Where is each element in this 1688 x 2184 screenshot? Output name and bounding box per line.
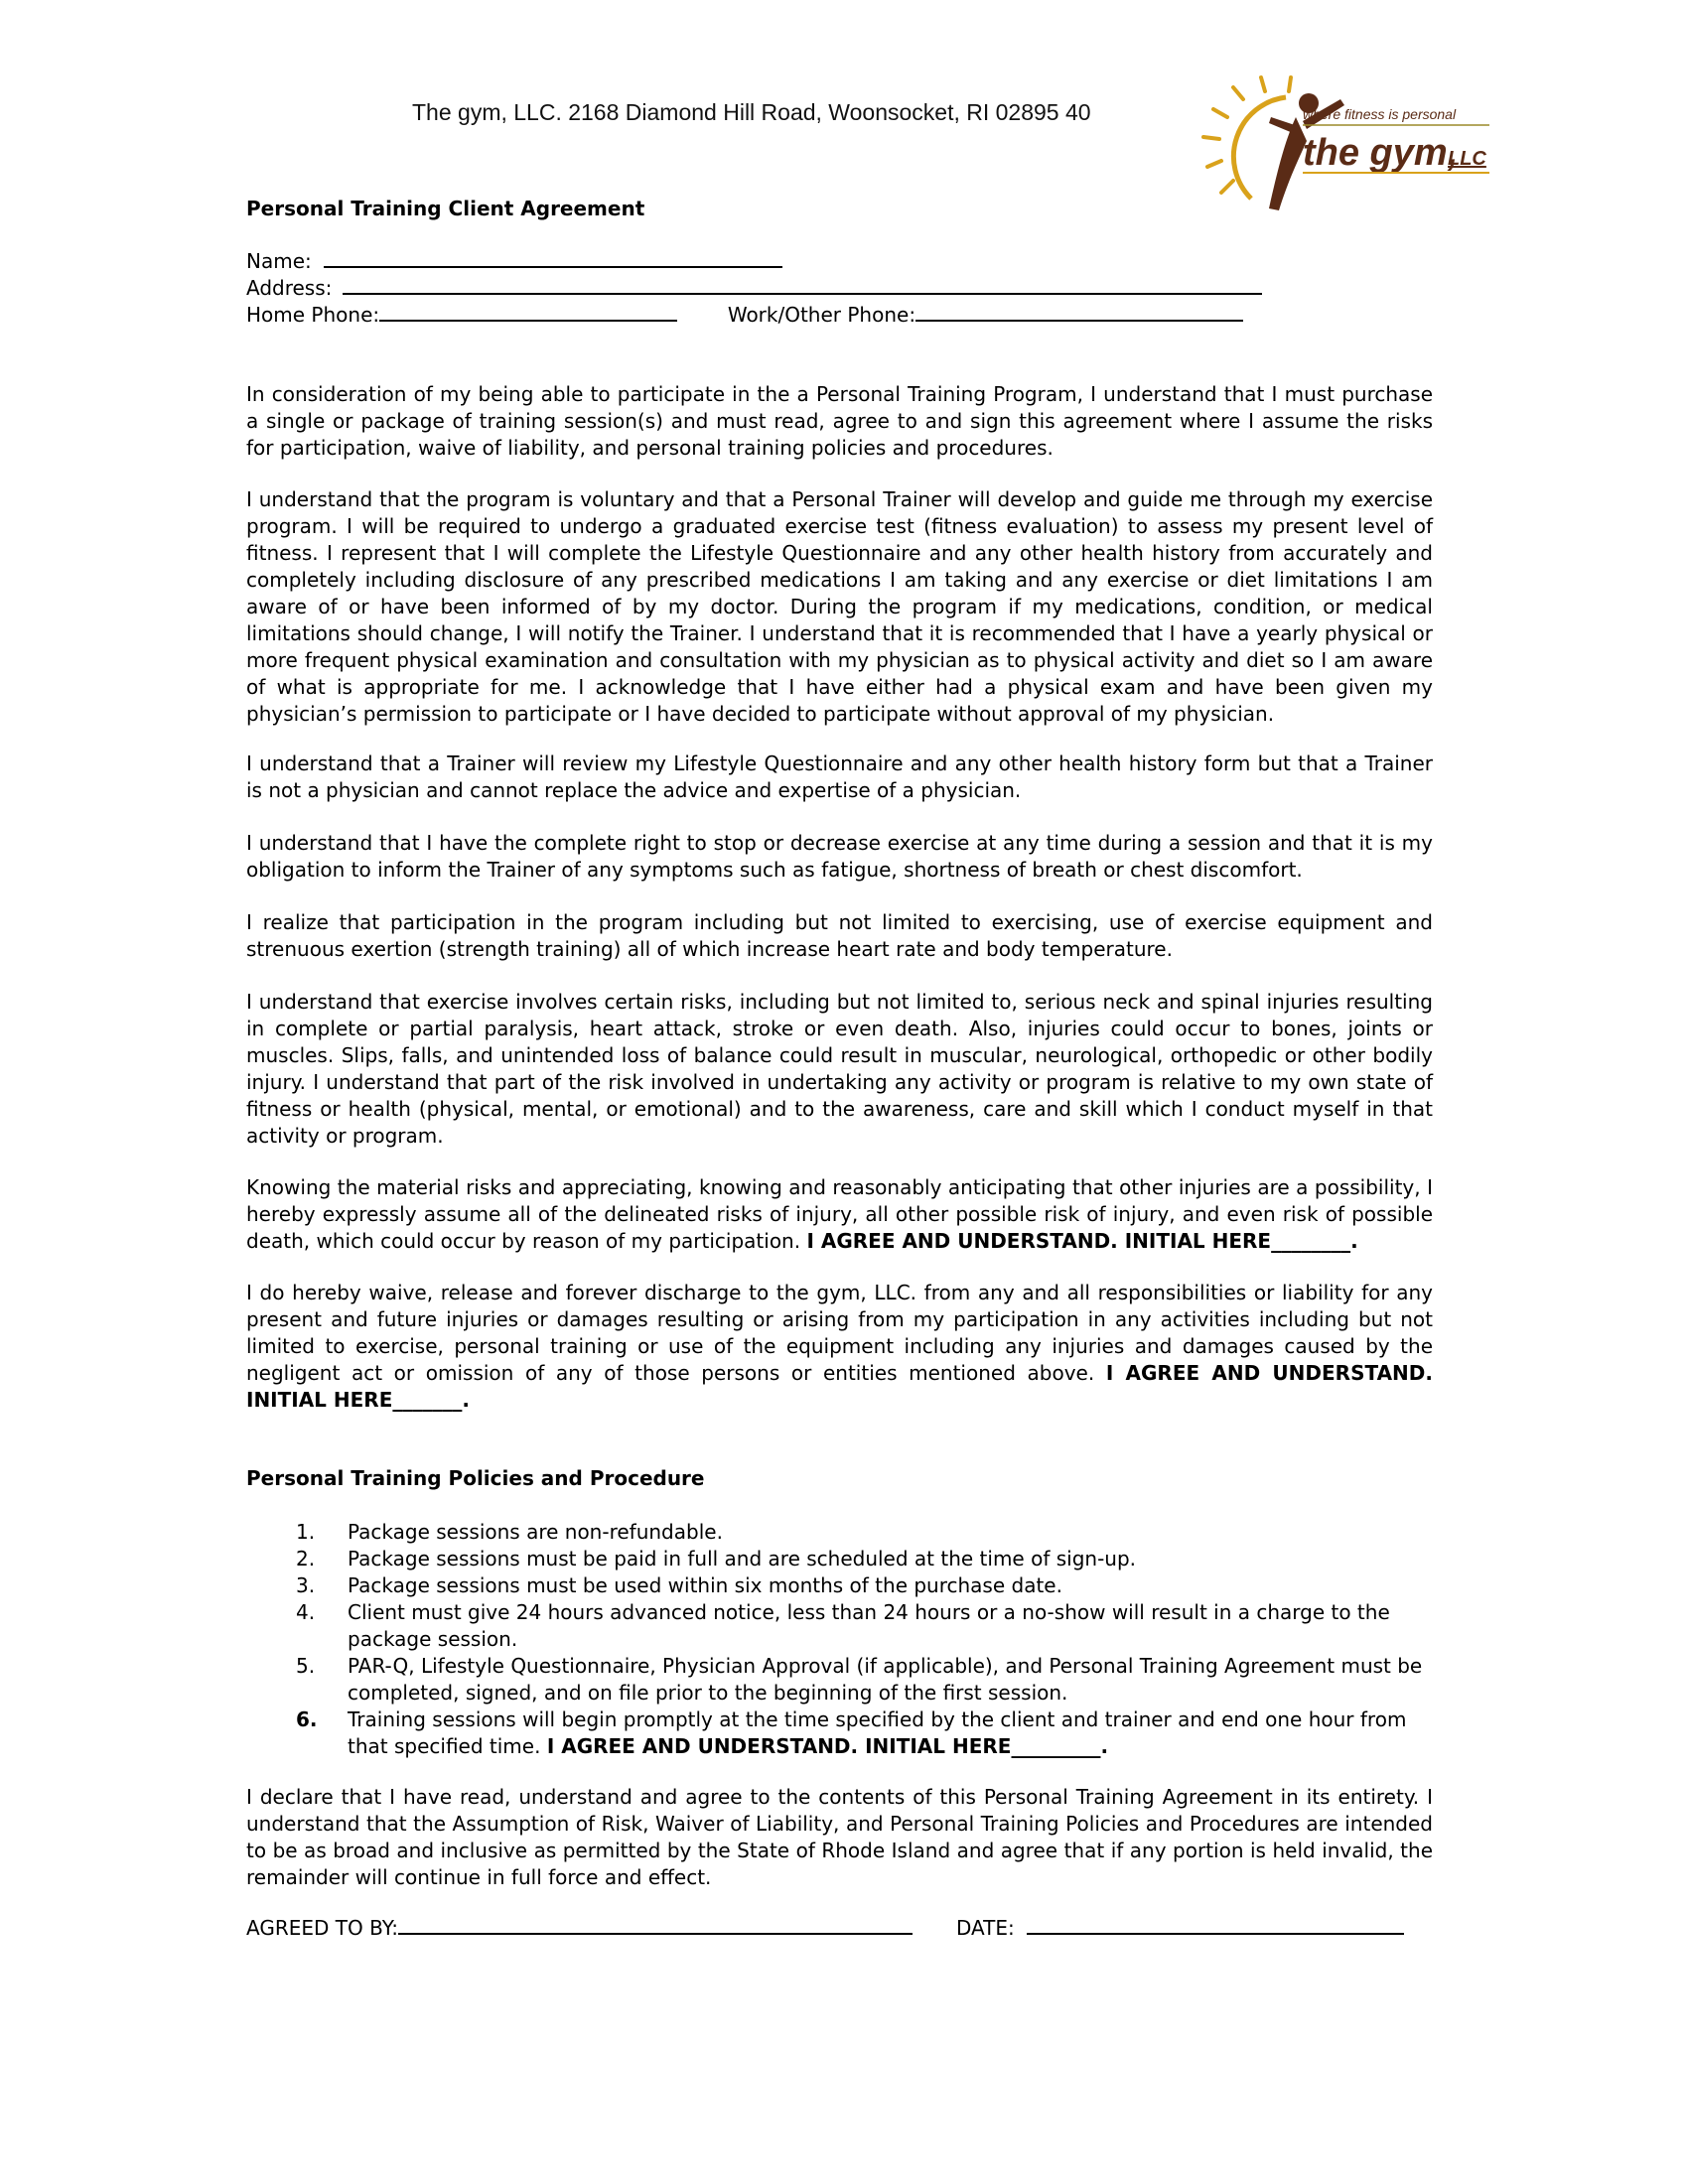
list-item: 5. PAR-Q, Lifestyle Questionnaire, Physician Approval (if applicable), and Personal Training Agreement must be completed, signed, and on file prior to the beginning of the first session. xyxy=(296,1654,1423,1705)
paragraph-trainer-review: I understand that a Trainer will review my Lifestyle Questionnaire and any other health history form but that a Trainer is not a physician and cannot replace the advice and expertise of a physician. xyxy=(246,751,1433,802)
work-phone-field[interactable] xyxy=(915,300,1243,322)
date-row xyxy=(956,1913,1404,1941)
paragraph-declaration: I declare that I have read, understand and agree to the contents of this Personal Training Agreement in its entirety. I understand that the Assumption of Risk, Waiver of Liability, and Personal Training Policies and Procedures are intended to be as broad and inclusive as permitted by the State of Rhode Island and agree that if any portion is held invalid, the remainder will continue in full force and effect. xyxy=(246,1785,1433,1889)
paragraph-right-to-stop: I understand that I have the complete right to stop or decrease exercise at any time during a session and that it is my obligation to inform the Trainer of any symptoms such as fatigue, shortness of breath or chest discomfort. xyxy=(246,831,1433,882)
paragraph-consideration: In consideration of my being able to participate in the a Personal Training Program, I understand that I must purchase a single or package of training session(s) and must read, agree to and sign this agreement where I assume the risks for participation, waive of liability, and personal training policies and procedures. xyxy=(246,382,1433,460)
header-address: The gym, LLC. 2168 Diamond Hill Road, Woonsocket, RI 02895 40 xyxy=(412,99,1091,125)
paragraph-waiver: I do hereby waive, release and forever discharge to the gym, LLC. from any and all responsibilities or liability for any present and future injuries or damages resulting or arising from my participation in any activities including but not limited to exercise, personal training or use of the equipment including any injuries and damages caused by the negligent act or omission of any of those persons or entities mentioned above. I AGREE AND UNDERSTAND. INITIAL HERE_______. xyxy=(246,1281,1433,1412)
policies-list xyxy=(246,1519,1433,1760)
page-title: Personal Training Client Agreement xyxy=(246,197,645,220)
home-phone-label: Home Phone: xyxy=(246,303,380,327)
phone-row xyxy=(246,300,1243,328)
date-label: DATE: xyxy=(956,1916,1015,1940)
paragraph-program: I understand that the program is voluntary and that a Personal Trainer will develop and guide me through my exercise program. I will be required to undergo a graduated exercise test (fitness evaluation) to assess my present level of fitness. I represent that I will complete the Lifestyle Questionnaire and any other health history from accurately and completely including disclosure of any prescribed medications I am taking and any exercise or diet limitations I am aware of or have been informed of by my doctor. During the program if my medications, condition, or medical limitations should change, I will notify the Trainer. I understand that it is recommended that I have a yearly physical or more frequent physical examination and consultation with my physician as to physical activity and diet so I am aware of what is appropriate for me. I acknowledge that I have either had a physical exam and have been given my physician’s permission to participate or I have decided to participate without approval of my physician. xyxy=(246,487,1433,726)
initial-here-3[interactable]: I AGREE AND UNDERSTAND. INITIAL HERE_________. xyxy=(546,1734,1109,1758)
address-row xyxy=(246,273,1262,301)
policies-title: Personal Training Policies and Procedure xyxy=(246,1466,705,1490)
initial-here-2[interactable]: I AGREE AND UNDERSTAND. INITIAL HERE_______. xyxy=(246,1361,1433,1412)
paragraph-participation: I realize that participation in the program including but not limited to exercising, use of exercise equipment and strenuous exertion (strength training) all of which increase heart rate and body temperature. xyxy=(246,910,1433,961)
logo-suffix: LLC xyxy=(1448,148,1486,170)
logo-tagline: where fitness is personal xyxy=(1303,106,1457,122)
name-row xyxy=(246,246,782,274)
signature-field[interactable] xyxy=(398,1913,913,1935)
home-phone-field[interactable] xyxy=(379,300,677,322)
paragraph-assumption: Knowing the material risks and appreciating, knowing and reasonably anticipating that other injuries are a possibility, I hereby expressly assume all of the delineated risks of injury, all other possible risk of injury, and even risk of possible death, which could occur by reason of my participation. I AGREE AND UNDERSTAND. INITIAL HERE________. xyxy=(246,1175,1433,1253)
initial-here-1[interactable]: I AGREE AND UNDERSTAND. INITIAL HERE________. xyxy=(806,1229,1358,1253)
list-item: 3. Package sessions must be used within six months of the purchase date. xyxy=(296,1573,1062,1597)
agreed-label: AGREED TO BY: xyxy=(246,1916,398,1940)
address-field[interactable] xyxy=(343,273,1262,295)
list-item: 2. Package sessions must be paid in full and are scheduled at the time of sign-up. xyxy=(296,1547,1137,1570)
work-phone-label: Work/Other Phone: xyxy=(727,303,916,327)
address-label: Address: xyxy=(246,276,333,300)
list-item: 4. Client must give 24 hours advanced notice, less than 24 hours or a no-show will result in a charge to the package session. xyxy=(296,1600,1390,1651)
list-item: 6. Training sessions will begin promptly at the time specified by the client and trainer and end one hour from that specified time. I AGREE AND UNDERSTAND. INITIAL HERE_________. xyxy=(296,1707,1407,1758)
paragraph-risks: I understand that exercise involves certain risks, including but not limited to, serious neck and spinal injuries resulting in complete or partial paralysis, heart attack, stroke or even death. Also, injuries could occur to bones, joints or muscles. Slips, falls, and unintended loss of balance could result in muscular, neurological, orthopedic or other bodily injury. I understand that part of the risk involved in undertaking any activity or program is relative to my own state of fitness or health (physical, mental, or emotional) and to the awareness, care and skill which I conduct myself in that activity or program. xyxy=(246,990,1433,1148)
agreed-row xyxy=(246,1913,913,1941)
name-label: Name: xyxy=(246,249,312,273)
list-item: 1. Package sessions are non-refundable. xyxy=(296,1520,723,1544)
logo-wordmark: the gym, xyxy=(1303,132,1459,174)
date-field[interactable] xyxy=(1027,1913,1404,1935)
gym-logo xyxy=(1192,69,1499,228)
name-field[interactable] xyxy=(324,246,782,268)
